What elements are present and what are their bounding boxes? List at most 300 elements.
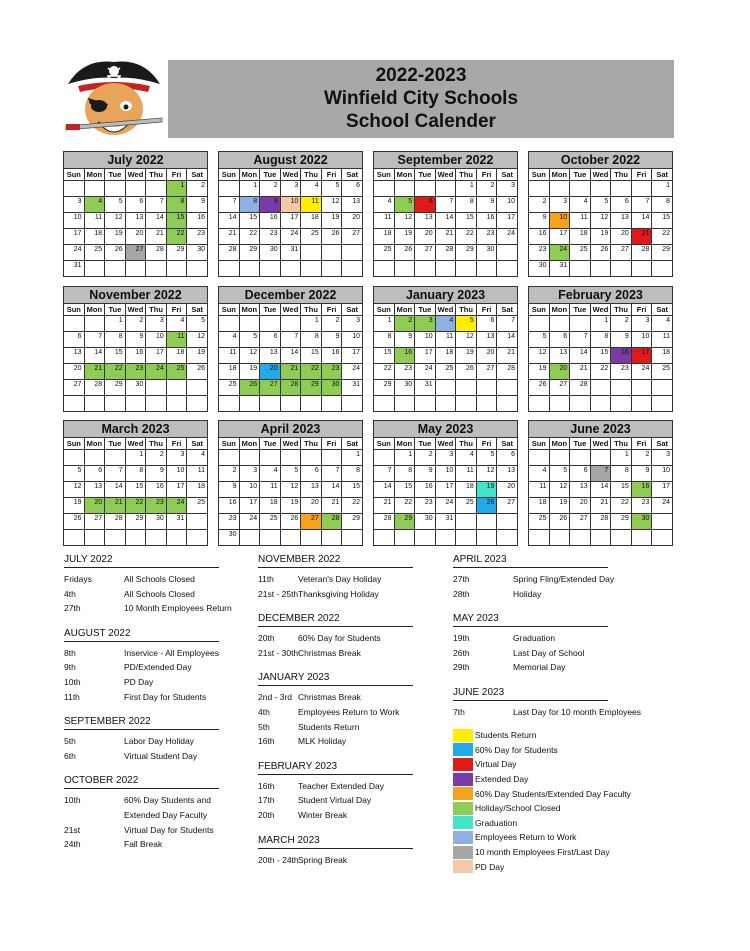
month-calendar	[218, 420, 363, 546]
day-cell: 15	[652, 213, 673, 229]
empty-cell	[549, 396, 570, 412]
day-cell: 14	[280, 348, 301, 364]
empty-cell	[125, 261, 146, 277]
empty-cell	[219, 396, 240, 412]
weekday-header: Sat	[652, 438, 673, 450]
day-cell: 16	[146, 482, 167, 498]
day-cell: 26	[529, 380, 550, 396]
empty-cell	[260, 530, 281, 546]
day-cell: 4	[260, 466, 281, 482]
day-cell: 10	[497, 197, 518, 213]
day-cell: 26	[239, 380, 260, 396]
empty-cell	[105, 396, 126, 412]
day-cell: 9	[146, 466, 167, 482]
day-cell: 3	[631, 316, 652, 332]
day-cell: 28	[321, 514, 342, 530]
day-cell: 19	[64, 498, 85, 514]
legend-swatch	[453, 787, 473, 800]
event-description: Extended Day Faculty	[124, 809, 208, 820]
title-calendar: School Calender	[346, 111, 496, 132]
day-cell: 11	[166, 332, 187, 348]
day-cell: 14	[570, 348, 591, 364]
day-cell: 18	[187, 482, 208, 498]
legend-label: 60% Day for Students	[475, 744, 558, 755]
empty-cell	[415, 261, 436, 277]
day-cell: 9	[476, 197, 497, 213]
event-section	[64, 554, 232, 616]
event-month-heading: JULY 2022	[64, 554, 219, 568]
day-cell: 2	[260, 181, 281, 197]
day-cell: 22	[342, 498, 363, 514]
day-cell: 25	[374, 245, 395, 261]
event-row	[258, 779, 413, 794]
event-month-heading: MARCH 2023	[258, 835, 413, 849]
empty-cell	[435, 530, 456, 546]
event-row	[64, 572, 219, 587]
day-cell: 11	[187, 466, 208, 482]
day-cell: 29	[652, 245, 673, 261]
day-cell: 27	[125, 245, 146, 261]
day-cell: 22	[374, 364, 395, 380]
day-cell: 11	[529, 482, 550, 498]
event-date: 27th	[64, 603, 81, 614]
empty-cell	[280, 316, 301, 332]
event-month-heading: MAY 2023	[453, 613, 608, 627]
event-description: Last Day for 10 month Employees	[513, 706, 642, 717]
day-cell: 17	[342, 348, 363, 364]
empty-cell	[84, 316, 105, 332]
event-section	[258, 672, 413, 748]
day-cell: 11	[570, 213, 591, 229]
color-legend	[453, 728, 631, 874]
day-cell: 28	[374, 514, 395, 530]
empty-cell	[219, 316, 240, 332]
day-cell: 4	[435, 316, 456, 332]
day-cell: 24	[280, 229, 301, 245]
day-cell: 17	[280, 213, 301, 229]
day-cell: 12	[105, 213, 126, 229]
event-description: PD/Extended Day	[124, 662, 192, 673]
legend-swatch	[453, 831, 473, 844]
weekday-header: Thu	[456, 169, 477, 181]
day-cell: 26	[187, 364, 208, 380]
day-cell: 10	[166, 466, 187, 482]
day-cell: 24	[342, 364, 363, 380]
day-cell: 26	[590, 245, 611, 261]
day-cell: 25	[301, 229, 322, 245]
day-cell: 27	[301, 514, 322, 530]
empty-cell	[394, 530, 415, 546]
weekday-header: Mon	[239, 169, 260, 181]
weekday-header: Thu	[611, 169, 632, 181]
month-calendar	[373, 151, 518, 277]
weekday-header: Sun	[64, 169, 85, 181]
legend-item	[453, 816, 631, 831]
day-cell: 23	[146, 498, 167, 514]
day-cell: 25	[435, 364, 456, 380]
day-cell: 19	[529, 364, 550, 380]
day-cell: 27	[84, 514, 105, 530]
empty-cell	[84, 181, 105, 197]
empty-cell	[456, 530, 477, 546]
day-cell: 20	[125, 229, 146, 245]
day-cell: 29	[166, 245, 187, 261]
day-cell: 21	[280, 364, 301, 380]
weekday-header: Sat	[497, 304, 518, 316]
month-calendar	[528, 151, 673, 277]
legend-label: 60% Day Students/Extended Day Faculty	[475, 788, 631, 799]
legend-swatch	[453, 860, 473, 873]
day-cell: 18	[435, 348, 456, 364]
day-cell: 27	[64, 380, 85, 396]
day-cell: 11	[260, 482, 281, 498]
day-cell: 29	[239, 245, 260, 261]
day-cell: 11	[374, 213, 395, 229]
day-cell: 30	[146, 514, 167, 530]
event-date: 20th	[258, 633, 275, 644]
day-cell: 8	[239, 197, 260, 213]
day-cell: 7	[590, 466, 611, 482]
empty-cell	[84, 396, 105, 412]
empty-cell	[497, 261, 518, 277]
day-cell: 5	[321, 181, 342, 197]
empty-cell	[64, 450, 85, 466]
weekday-header: Mon	[84, 304, 105, 316]
day-cell: 18	[260, 498, 281, 514]
month-name: March 2023	[64, 421, 208, 438]
event-description: All Schools Closed	[124, 588, 195, 599]
empty-cell	[415, 530, 436, 546]
weekday-header: Mon	[239, 304, 260, 316]
day-cell: 3	[415, 316, 436, 332]
day-cell: 29	[301, 380, 322, 396]
weekday-header: Wed	[590, 304, 611, 316]
event-row	[64, 734, 219, 749]
day-cell: 10	[435, 466, 456, 482]
day-cell: 14	[374, 482, 395, 498]
empty-cell	[394, 181, 415, 197]
day-cell: 4	[219, 332, 240, 348]
day-cell: 5	[394, 197, 415, 213]
empty-cell	[321, 450, 342, 466]
day-cell: 2	[187, 181, 208, 197]
day-cell: 14	[497, 332, 518, 348]
day-cell: 29	[105, 380, 126, 396]
day-cell: 1	[374, 316, 395, 332]
day-cell: 29	[374, 380, 395, 396]
day-cell: 25	[570, 245, 591, 261]
day-cell: 10	[64, 213, 85, 229]
weekday-header: Thu	[301, 304, 322, 316]
day-cell: 28	[105, 514, 126, 530]
day-cell: 4	[166, 316, 187, 332]
day-cell: 1	[652, 181, 673, 197]
weekday-header: Fri	[476, 169, 497, 181]
day-cell: 12	[239, 348, 260, 364]
day-cell: 6	[342, 181, 363, 197]
day-cell: 2	[321, 316, 342, 332]
day-cell: 6	[415, 197, 436, 213]
day-cell: 11	[301, 197, 322, 213]
empty-cell	[166, 396, 187, 412]
day-cell: 17	[166, 482, 187, 498]
empty-cell	[590, 261, 611, 277]
day-cell: 2	[125, 316, 146, 332]
day-cell: 6	[84, 466, 105, 482]
day-cell: 1	[105, 316, 126, 332]
empty-cell	[435, 181, 456, 197]
day-cell: 7	[84, 332, 105, 348]
day-cell: 18	[301, 213, 322, 229]
empty-cell	[64, 316, 85, 332]
day-cell: 14	[84, 348, 105, 364]
empty-cell	[301, 396, 322, 412]
day-cell: 16	[187, 213, 208, 229]
day-cell: 15	[301, 348, 322, 364]
legend-item	[453, 801, 631, 816]
day-cell: 11	[652, 332, 673, 348]
empty-cell	[374, 181, 395, 197]
day-cell: 6	[497, 450, 518, 466]
empty-cell	[590, 450, 611, 466]
empty-cell	[146, 261, 167, 277]
day-cell: 18	[166, 348, 187, 364]
empty-cell	[497, 245, 518, 261]
event-month-heading: JANUARY 2023	[258, 672, 413, 686]
day-cell: 17	[435, 482, 456, 498]
month-name: September 2022	[374, 152, 518, 169]
event-description: Inservice - All Employees	[124, 647, 219, 658]
day-cell: 17	[64, 229, 85, 245]
day-cell: 27	[260, 380, 281, 396]
empty-cell	[321, 245, 342, 261]
empty-cell	[301, 530, 322, 546]
day-cell: 4	[374, 197, 395, 213]
day-cell: 31	[166, 514, 187, 530]
day-cell: 24	[549, 245, 570, 261]
day-cell: 14	[146, 213, 167, 229]
empty-cell	[125, 181, 146, 197]
day-cell: 21	[570, 364, 591, 380]
empty-cell	[590, 530, 611, 546]
day-cell: 16	[125, 348, 146, 364]
day-cell: 12	[394, 213, 415, 229]
events-column-1	[64, 554, 232, 864]
month-calendar	[528, 420, 673, 546]
event-date: Fridays	[64, 574, 92, 584]
empty-cell	[219, 261, 240, 277]
event-row	[64, 837, 219, 852]
day-cell: 6	[476, 316, 497, 332]
day-cell: 3	[342, 316, 363, 332]
day-cell: 13	[611, 213, 632, 229]
day-cell: 23	[219, 514, 240, 530]
day-cell: 22	[105, 364, 126, 380]
day-cell: 8	[394, 466, 415, 482]
event-row	[258, 734, 413, 749]
event-row	[64, 823, 219, 838]
day-cell: 28	[590, 514, 611, 530]
empty-cell	[125, 396, 146, 412]
day-cell: 17	[497, 213, 518, 229]
legend-label: Employees Return to Work	[475, 832, 577, 843]
event-date: 4th	[64, 588, 76, 599]
weekday-header: Mon	[394, 438, 415, 450]
weekday-header: Fri	[476, 438, 497, 450]
empty-cell	[187, 380, 208, 396]
weekday-header: Wed	[280, 304, 301, 316]
day-cell: 6	[301, 466, 322, 482]
day-cell: 18	[456, 482, 477, 498]
day-cell: 9	[611, 332, 632, 348]
day-cell: 17	[415, 348, 436, 364]
day-cell: 20	[64, 364, 85, 380]
day-cell: 29	[342, 514, 363, 530]
event-date: 10th	[64, 795, 81, 806]
month-name: April 2023	[219, 421, 363, 438]
day-cell: 31	[549, 261, 570, 277]
empty-cell	[280, 396, 301, 412]
day-cell: 1	[611, 450, 632, 466]
event-description: Last Day of School	[513, 647, 585, 658]
empty-cell	[187, 261, 208, 277]
event-section	[453, 554, 615, 601]
title-year: 2022-2023	[375, 65, 467, 86]
day-cell: 27	[611, 245, 632, 261]
day-cell: 8	[166, 197, 187, 213]
legend-item	[453, 859, 631, 874]
weekday-header: Thu	[146, 304, 167, 316]
event-date: 21st - 30th	[258, 647, 299, 658]
day-cell: 27	[342, 229, 363, 245]
event-description: 60% Day for Students	[298, 633, 381, 644]
event-row	[258, 793, 413, 808]
empty-cell	[166, 380, 187, 396]
day-cell: 30	[415, 514, 436, 530]
day-cell: 2	[415, 450, 436, 466]
weekday-header: Tue	[570, 169, 591, 181]
day-cell: 30	[321, 380, 342, 396]
day-cell: 4	[84, 197, 105, 213]
event-description: Memorial Day	[513, 662, 566, 673]
weekday-header: Tue	[260, 438, 281, 450]
event-description: Veteran's Day Holiday	[298, 574, 382, 584]
weekday-header: Sat	[187, 169, 208, 181]
empty-cell	[280, 530, 301, 546]
title-banner	[168, 60, 674, 138]
day-cell: 24	[64, 245, 85, 261]
weekday-header: Mon	[394, 169, 415, 181]
month-calendar	[373, 286, 518, 412]
weekday-header: Wed	[280, 438, 301, 450]
empty-cell	[239, 261, 260, 277]
empty-cell	[105, 530, 126, 546]
day-cell: 12	[549, 482, 570, 498]
empty-cell	[187, 396, 208, 412]
empty-cell	[529, 450, 550, 466]
empty-cell	[529, 316, 550, 332]
day-cell: 23	[415, 498, 436, 514]
event-date: 19th	[453, 633, 470, 644]
day-cell: 25	[652, 364, 673, 380]
day-cell: 25	[166, 364, 187, 380]
day-cell: 30	[476, 245, 497, 261]
day-cell: 20	[476, 348, 497, 364]
day-cell: 12	[456, 332, 477, 348]
day-cell: 30	[631, 514, 652, 530]
day-cell: 21	[146, 229, 167, 245]
empty-cell	[529, 396, 550, 412]
day-cell: 31	[280, 245, 301, 261]
day-cell: 19	[549, 498, 570, 514]
event-date: 7th	[453, 706, 465, 717]
day-cell: 25	[187, 498, 208, 514]
month-name: July 2022	[64, 152, 208, 169]
empty-cell	[652, 530, 673, 546]
empty-cell	[456, 261, 477, 277]
day-cell: 2	[529, 197, 550, 213]
day-cell: 11	[435, 332, 456, 348]
event-month-heading: JUNE 2023	[453, 687, 608, 701]
weekday-header: Thu	[611, 304, 632, 316]
legend-item	[453, 757, 631, 772]
day-cell: 2	[476, 181, 497, 197]
empty-cell	[529, 530, 550, 546]
day-cell: 7	[321, 466, 342, 482]
day-cell: 21	[84, 364, 105, 380]
day-cell: 28	[497, 364, 518, 380]
day-cell: 13	[342, 197, 363, 213]
day-cell: 16	[529, 229, 550, 245]
empty-cell	[631, 380, 652, 396]
day-cell: 25	[529, 514, 550, 530]
legend-item	[453, 743, 631, 758]
weekday-header: Tue	[415, 304, 436, 316]
weekday-header: Fri	[321, 438, 342, 450]
weekday-header: Sat	[497, 169, 518, 181]
empty-cell	[374, 530, 395, 546]
event-row	[258, 720, 413, 735]
empty-cell	[342, 530, 363, 546]
empty-cell	[301, 261, 322, 277]
event-description: Christmas Break	[298, 692, 361, 703]
day-cell: 1	[239, 181, 260, 197]
day-cell: 14	[321, 482, 342, 498]
day-cell: 26	[394, 245, 415, 261]
legend-label: Graduation	[475, 817, 518, 828]
day-cell: 21	[590, 498, 611, 514]
day-cell: 1	[166, 181, 187, 197]
event-row	[258, 631, 413, 646]
day-cell: 28	[631, 245, 652, 261]
legend-swatch	[453, 846, 473, 859]
day-cell: 10	[342, 332, 363, 348]
day-cell: 15	[394, 482, 415, 498]
event-row	[258, 572, 413, 587]
weekday-header: Mon	[549, 169, 570, 181]
day-cell: 24	[435, 498, 456, 514]
day-cell: 3	[652, 450, 673, 466]
empty-cell	[374, 261, 395, 277]
day-cell: 29	[456, 245, 477, 261]
empty-cell	[456, 514, 477, 530]
day-cell: 15	[590, 348, 611, 364]
day-cell: 3	[146, 316, 167, 332]
day-cell: 27	[476, 364, 497, 380]
day-cell: 31	[64, 261, 85, 277]
event-description: 10 Month Employees Return	[124, 603, 232, 614]
event-date: 10th	[64, 676, 81, 687]
